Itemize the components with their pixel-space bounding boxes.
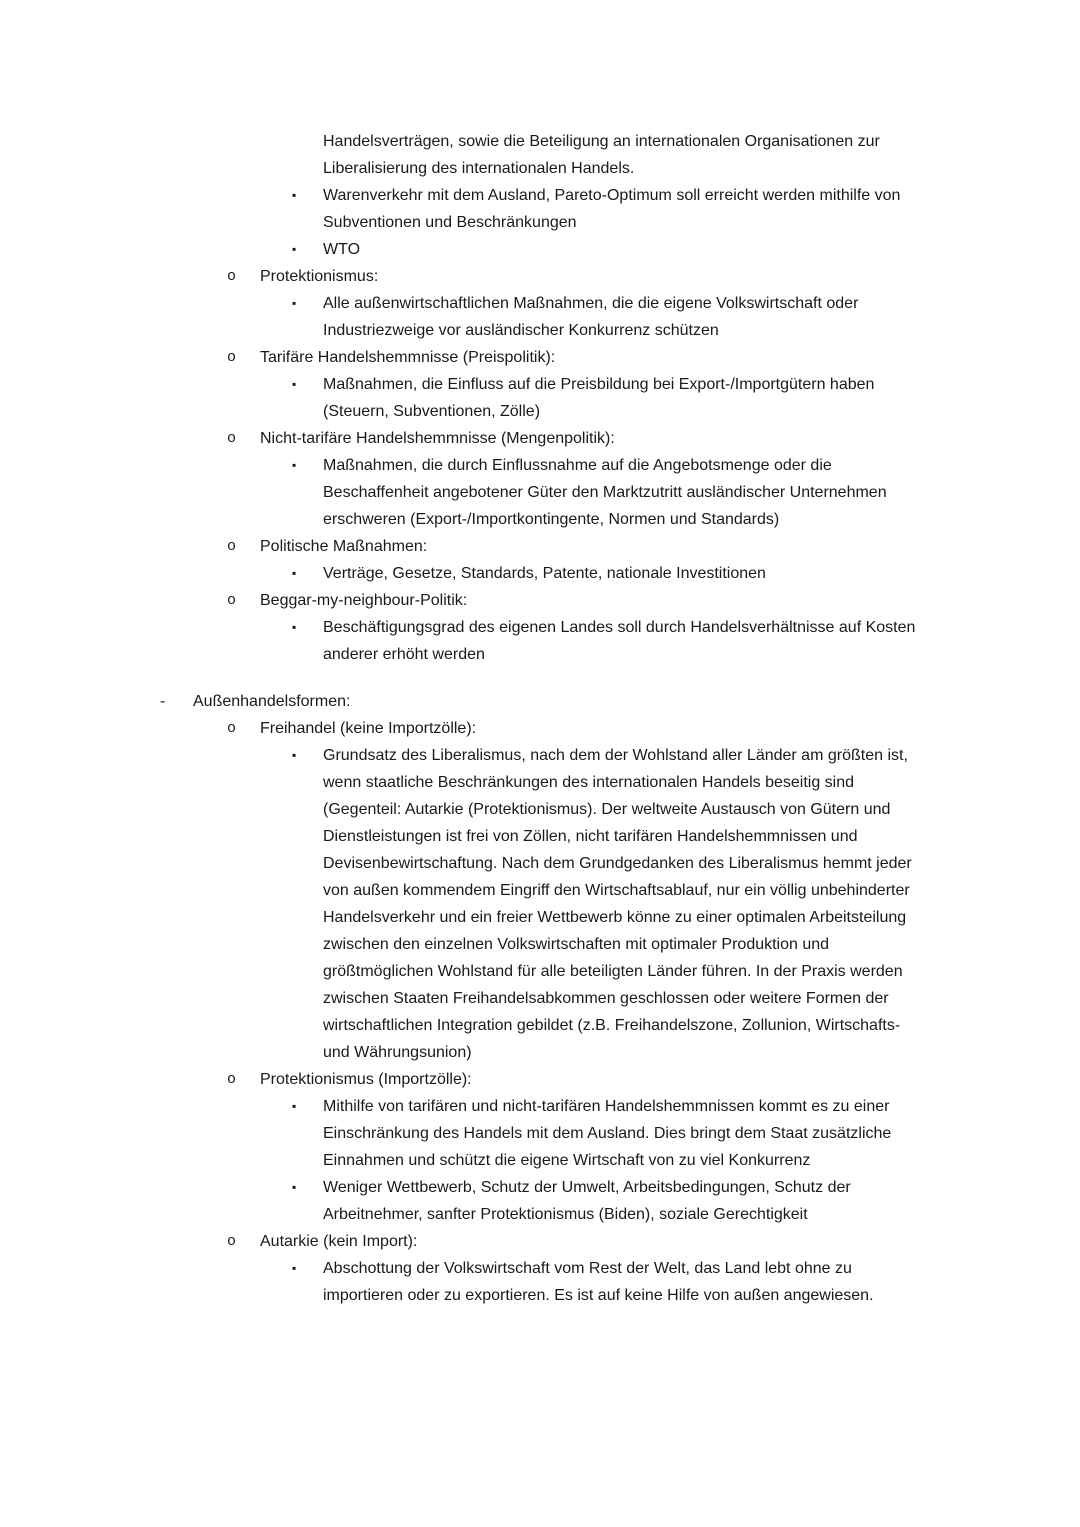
list-item <box>0 1255 930 1309</box>
list-item-text: Weniger Wettbewerb, Schutz der Umwelt, Arbeitsbedingungen, Schutz der Arbeitnehmer, sanfter Protektionismus (Biden), soziale Gerechtigkeit <box>323 1179 851 1223</box>
bullet-circle-icon: o <box>227 349 237 366</box>
list-item-text: Handelsverträgen, sowie die Beteiligung an internationalen Organisationen zur Liberalisierung des internationalen Handels. <box>323 133 880 177</box>
list-item-text: Mithilfe von tarifären und nicht-tarifären Handelshemmnissen kommt es zu einer Einschränkung des Handels mit dem Ausland. Dies bringt dem Staat zusätzliche Einnahmen und schützt die eigene Wirtschaft von zu viel Konkurrenz <box>323 1098 892 1169</box>
list-item <box>0 425 930 452</box>
list-item <box>0 290 930 344</box>
bullet-square-icon: ▪ <box>292 1180 297 1194</box>
list-item-text: Protektionismus (Importzölle): <box>260 1071 472 1088</box>
list-item <box>0 533 930 560</box>
list-item-text: Protektionismus: <box>260 268 379 285</box>
list-item-text: Alle außenwirtschaftlichen Maßnahmen, die die eigene Volkswirtschaft oder Industriezweige vor ausländischer Konkurrenz schützen <box>323 295 859 339</box>
list-item-text: Verträge, Gesetze, Standards, Patente, nationale Investitionen <box>323 565 766 582</box>
list-item-text: Autarkie (kein Import): <box>260 1233 418 1250</box>
list-item-text: Maßnahmen, die durch Einflussnahme auf die Angebotsmenge oder die Beschaffenheit angebotener Güter den Marktzutritt ausländischer Unternehmen erschweren (Export-/Importkontingente, Normen und Standards) <box>323 457 887 528</box>
list-item <box>0 236 930 263</box>
bullet-circle-icon: o <box>227 592 237 609</box>
bullet-circle-icon: o <box>227 268 237 285</box>
bullet-square-icon: ▪ <box>292 748 297 762</box>
list-item <box>0 371 930 425</box>
list-item <box>0 742 930 1066</box>
bullet-square-icon: ▪ <box>292 1099 297 1113</box>
list-item <box>0 128 930 182</box>
list-item-text: Warenverkehr mit dem Ausland, Pareto-Optimum soll erreicht werden mithilfe von Subventionen und Beschränkungen <box>323 187 901 231</box>
list-item <box>0 587 930 614</box>
list-item-text: Abschottung der Volkswirtschaft vom Rest der Welt, das Land lebt ohne zu importieren oder zu exportieren. Es ist auf keine Hilfe von außen angewiesen. <box>323 1260 874 1304</box>
bullet-square-icon: ▪ <box>292 296 297 310</box>
list-item <box>0 560 930 587</box>
bullet-circle-icon: o <box>227 1071 237 1088</box>
bullet-circle-icon: o <box>227 430 237 447</box>
bullet-square-icon: ▪ <box>292 1261 297 1275</box>
list-item <box>0 1174 930 1228</box>
bullet-square-icon: ▪ <box>292 566 297 580</box>
list-item <box>0 614 930 668</box>
list-item-text: Politische Maßnahmen: <box>260 538 428 555</box>
list-item-text: Tarifäre Handelshemmnisse (Preispolitik): <box>260 349 556 366</box>
bullet-square-icon: ▪ <box>292 458 297 472</box>
list-item-text: Beschäftigungsgrad des eigenen Landes soll durch Handelsverhältnisse auf Kosten anderer erhöht werden <box>323 619 916 663</box>
list-item-text: Außenhandelsformen: <box>193 693 351 710</box>
list-item-text: Beggar-my-neighbour-Politik: <box>260 592 468 609</box>
paragraph-gap <box>0 668 930 688</box>
list-item <box>0 182 930 236</box>
list-item <box>0 263 930 290</box>
list-item <box>0 715 930 742</box>
bullet-square-icon: ▪ <box>292 377 297 391</box>
list-item <box>0 1093 930 1174</box>
list-item <box>0 1228 930 1255</box>
list-item-text: Maßnahmen, die Einfluss auf die Preisbildung bei Export-/Importgütern haben (Steuern, Subventionen, Zölle) <box>323 376 875 420</box>
bullet-circle-icon: o <box>227 538 237 555</box>
bullet-square-icon: ▪ <box>292 620 297 634</box>
list-item-text: Grundsatz des Liberalismus, nach dem der Wohlstand aller Länder am größten ist, wenn staatliche Beschränkungen des internationalen Handels beseitig sind (Gegenteil: Autarkie (Protektionismus). Der weltweite Austausch von Gütern und Dienstleistungen ist frei von Zöllen, nicht tarifären Handelshemmnissen und Devisenbewirtschaftung. Nach dem Grundgedanken des Liberalismus hemmt jeder von außen kommendem Eingriff den Wirtschaftsablauf, nur ein völlig unbehinderter Handelsverkehr und ein freier Wettbewerb könne zu einer optimalen Arbeitsteilung zwischen den einzelnen Volkswirtschaften mit optimaler Produktion und größtmöglichen Wohlstand für alle beteiligten Länder führen. In der Praxis werden zwischen Staaten Freihandelsabkommen geschlossen oder weitere Formen der wirtschaftlichen Integration gebildet (z.B. Freihandelszone, Zollunion, Wirtschafts- und Währungsunion) <box>323 747 912 1061</box>
bullet-circle-icon: o <box>227 720 237 737</box>
list-item <box>0 452 930 533</box>
bullet-square-icon: ▪ <box>292 242 297 256</box>
bullet-circle-icon: o <box>227 1233 237 1250</box>
bullet-dash-icon: - <box>160 693 166 710</box>
list-item-text: WTO <box>323 241 361 258</box>
list-item <box>0 1066 930 1093</box>
list-item <box>0 688 930 715</box>
list-item-text: Freihandel (keine Importzölle): <box>260 720 477 737</box>
bullet-square-icon: ▪ <box>292 188 297 202</box>
list-item <box>0 344 930 371</box>
list-item-text: Nicht-tarifäre Handelshemmnisse (Mengenpolitik): <box>260 430 615 447</box>
